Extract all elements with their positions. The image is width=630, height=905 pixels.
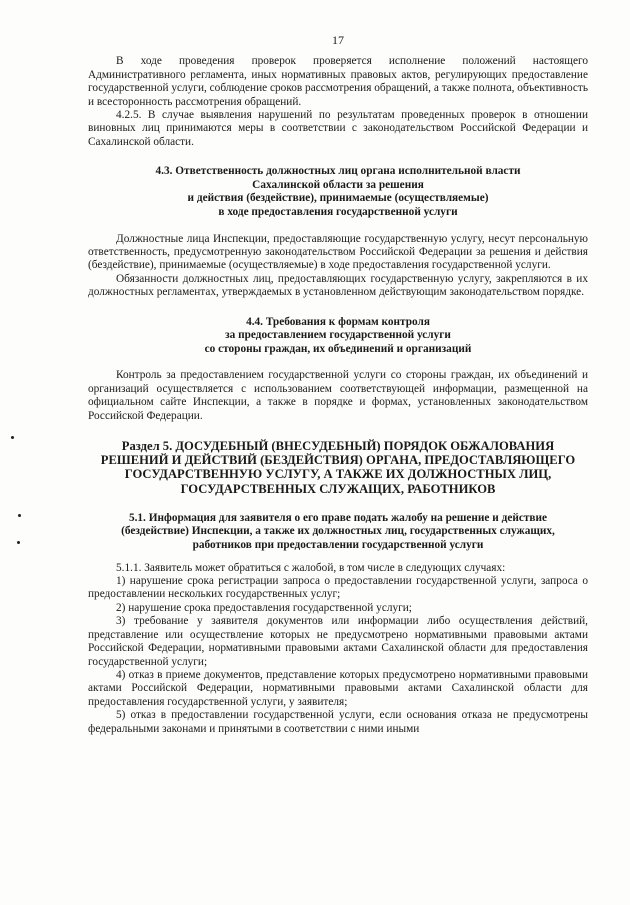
section-heading-5-1: 5.1. Информация для заявителя о его праве подать жалобу на решение и действие (бездействие) Инспекции, а также их должностных лиц, государственных служащих, работников при предоставлении государственной услуги: [121, 511, 555, 552]
scan-speck: [18, 514, 21, 517]
section-heading-4-4: 4.4. Требования к формам контроля за предоставлением государственной услуги со стороны граждан, их объединений и организаций: [204, 315, 472, 355]
list-item: 3) требование у заявителя документов или информации либо осуществления действий, представление или осуществление которых не предусмотрено нормативными правовыми актами Российской Федерации, нормативными правовыми актами Сахалинской области для предоставления государственной услуги;: [88, 615, 588, 668]
list-item: 2) нарушение срока предоставления государственной услуги;: [116, 601, 412, 614]
scan-speck: [11, 436, 14, 439]
paragraph: Контроль за предоставлением государственной услуги со стороны граждан, их объединений и организаций осуществляется с использованием соответствующей информации, размещенной на официальном сайте Инспекции, а также в порядке и формах, установленных законодательством Российской Федерации.: [88, 369, 588, 422]
section-heading-4-3: 4.3. Ответственность должностных лиц органа исполнительной власти Сахалинской области за решения и действия (бездействие), принимаемые (осуществляемые) в ходе предоставления государственной услуги: [155, 165, 521, 219]
paragraph: Должностные лица Инспекции, предоставляющие государственную услугу, несут персональную ответственность, предусмотренную законодательством Российской Федерации за решения и действия (бездействие), принимаемые (осуществляемые) в ходе предоставления государственной услуги.: [88, 232, 588, 272]
page-number: 17: [332, 33, 344, 47]
list-item: 1) нарушение срока регистрации запроса о предоставлении государственной услуги, запроса о предоставлении нескольких государственных услуг;: [88, 575, 588, 601]
document-page: [88, 34, 588, 736]
paragraph: 4.2.5. В случае выявления нарушений по результатам проведенных проверок в отношении виновных лиц принимаются меры в соответствии с законодательством Российской Федерации и Сахалинской области.: [88, 109, 588, 148]
list-item: 5.1.1. Заявитель может обратиться с жалобой, в том числе в следующих случаях:: [116, 561, 506, 574]
section-5-heading: Раздел 5. ДОСУДЕБНЫЙ (ВНЕСУДЕБНЫЙ) ПОРЯДОК ОБЖАЛОВАНИЯ РЕШЕНИЙ И ДЕЙСТВИЙ (БЕЗДЕЙСТВИЯ) ОРГАНА, ПРЕДОСТАВЛЯЮЩЕГО ГОСУДАРСТВЕННУЮ УСЛУГУ, А ТАКЖЕ ИХ ДОЛЖНОСТНЫХ ЛИЦ, ГОСУДАРСТВЕННЫХ СЛУЖАЩИХ, РАБОТНИКОВ: [100, 439, 576, 496]
scan-speck: [17, 541, 20, 544]
paragraph: Обязанности должностных лиц, предоставляющих государственную услугу, закрепляются в их должностных регламентах, утверждаемых в установленном действующим законодательством порядке.: [88, 272, 588, 299]
list-item: 4) отказ в приеме документов, представление которых предусмотрено нормативными правовыми актами Российской Федерации, нормативными правовыми актами Сахалинской области для предоставления государственной услуги, у заявителя;: [88, 668, 588, 708]
paragraph: В ходе проведения проверок проверяется исполнение положений настоящего Административного регламента, иных нормативных правовых актов, регулирующих предоставление государственной услуги, соблюдение сроков рассмотрения обращений, а также полнота, объективность и всесторонность рассмотрения обращений.: [88, 55, 588, 108]
list-item: 5) отказ в предоставлении государственной услуги, если основания отказа не предусмотрены федеральными законами и принятыми в соответствии с ними иными: [88, 709, 588, 735]
